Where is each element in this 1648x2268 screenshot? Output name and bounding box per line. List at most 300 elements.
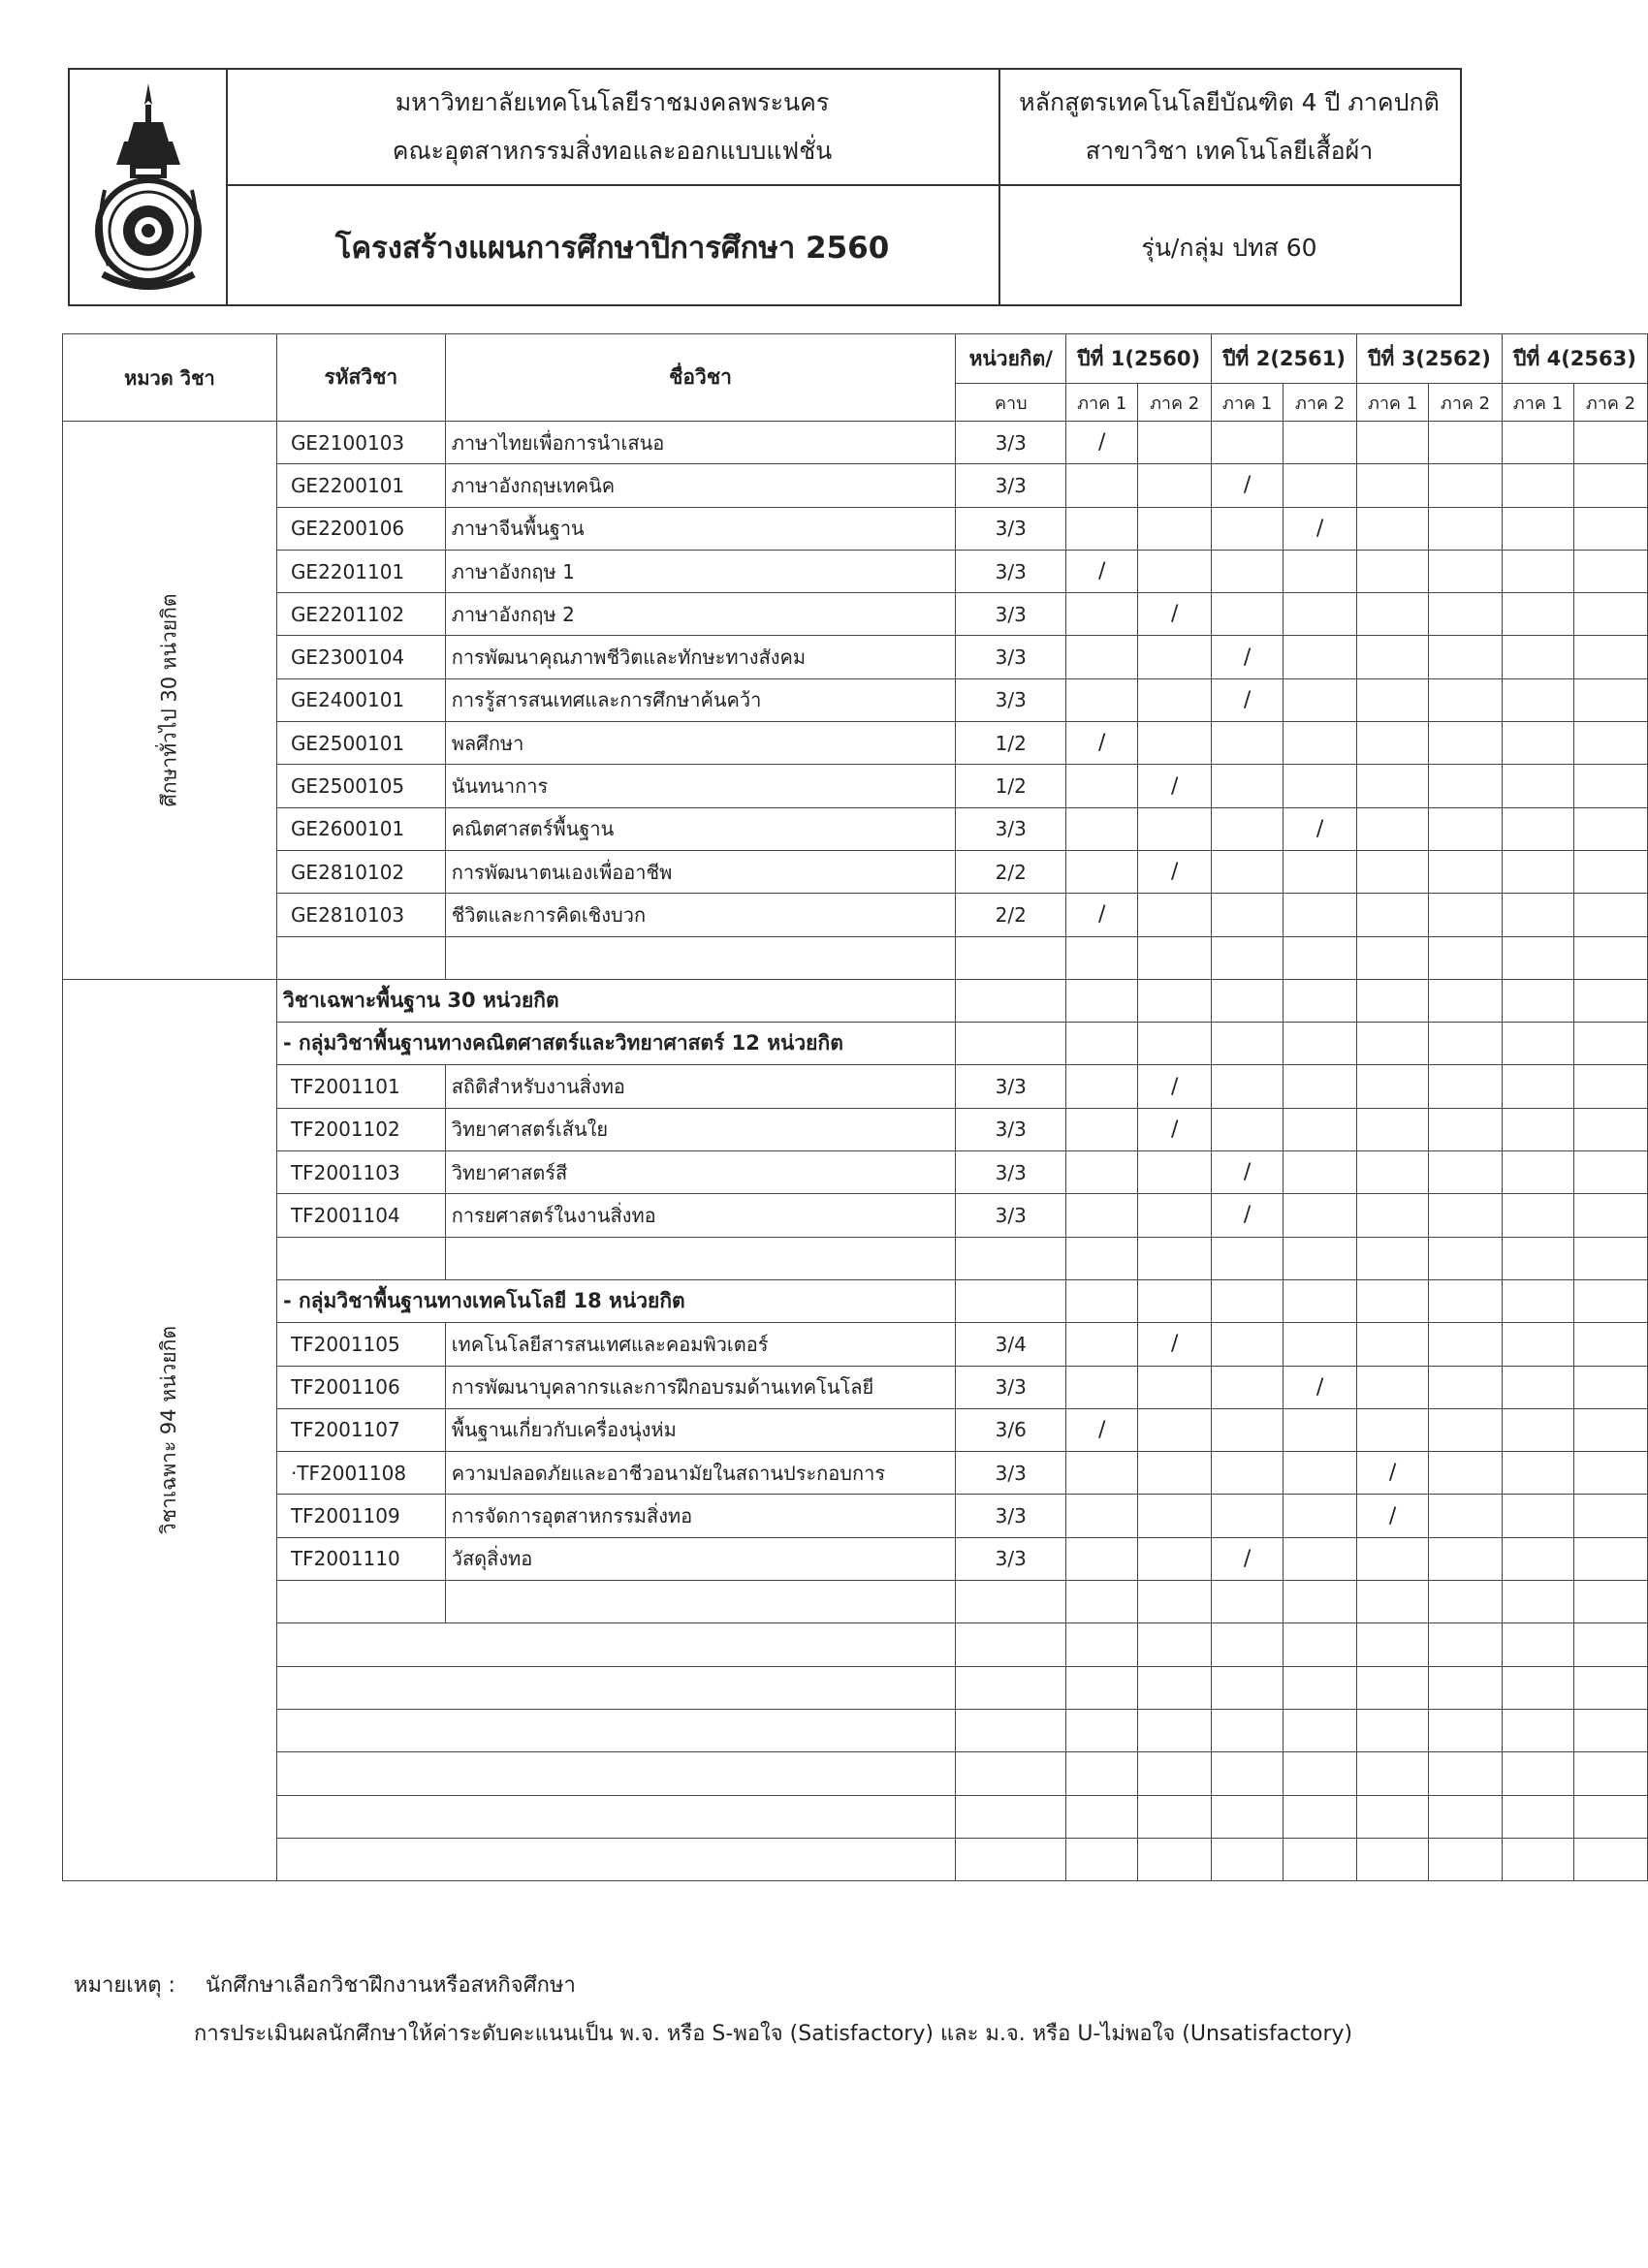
term-mark xyxy=(1502,550,1573,592)
term-mark xyxy=(1573,1452,1647,1495)
empty-cell xyxy=(276,1838,955,1880)
empty-cell xyxy=(1429,1279,1503,1322)
group2-heading xyxy=(63,1279,1648,1322)
category-general-label: ศึกษาทั่วไป 30 หน่วยกิต xyxy=(157,593,181,807)
term-mark xyxy=(1429,1194,1503,1237)
group1-heading-text: - กลุ่มวิชาพื้นฐานทางคณิตศาสตร์และวิทยาศาสตร์ 12 หน่วยกิต xyxy=(276,1023,955,1065)
term-mark xyxy=(1502,894,1573,936)
term-mark: / xyxy=(1357,1495,1429,1537)
term-mark xyxy=(1138,722,1212,765)
course-name: นันทนาการ xyxy=(445,765,956,807)
empty-cell xyxy=(1573,1581,1647,1623)
term-header: ภาค 1 xyxy=(1212,384,1284,422)
term-mark xyxy=(1357,1108,1429,1150)
year-1-header: ปีที่ 1(2560) xyxy=(1066,334,1212,384)
term-mark xyxy=(1066,765,1138,807)
term-mark xyxy=(1573,807,1647,850)
course-name: ชีวิตและการคิดเชิงบวก xyxy=(445,894,956,936)
course-code: GE2200106 xyxy=(276,507,445,550)
term-mark xyxy=(1429,550,1503,592)
term-mark xyxy=(1284,850,1357,893)
course-name: เทคโนโลยีสารสนเทศและคอมพิวเตอร์ xyxy=(445,1323,956,1366)
term-mark xyxy=(1502,1108,1573,1150)
category-specific-label: วิชาเฉพาะ 94 หน่วยกิต xyxy=(157,1325,181,1534)
term-mark xyxy=(1573,1366,1647,1408)
empty-cell xyxy=(276,1666,955,1709)
term-mark xyxy=(1357,550,1429,592)
term-mark xyxy=(1066,1108,1138,1150)
empty-cell xyxy=(1357,1581,1429,1623)
empty-cell xyxy=(1066,1623,1138,1666)
term-mark xyxy=(1573,1495,1647,1537)
empty-cell xyxy=(1284,1581,1357,1623)
note-label: หมายเหตุ : xyxy=(74,1973,175,1998)
term-mark xyxy=(1502,593,1573,636)
course-credits: 3/3 xyxy=(956,1537,1066,1580)
term-mark: / xyxy=(1066,550,1138,592)
empty-cell xyxy=(1138,979,1212,1022)
term-mark xyxy=(1212,1108,1284,1150)
course-row xyxy=(63,1194,1648,1237)
course-credits: 3/3 xyxy=(956,464,1066,507)
term-mark xyxy=(1066,1323,1138,1366)
empty-cell xyxy=(1284,979,1357,1022)
empty-cell xyxy=(276,936,445,979)
blank-row xyxy=(63,1623,1648,1666)
term-mark xyxy=(1429,1108,1503,1150)
term-mark xyxy=(1429,593,1503,636)
empty-cell xyxy=(1573,1237,1647,1279)
term-mark xyxy=(1284,636,1357,678)
term-mark: / xyxy=(1212,464,1284,507)
group-name: รุ่น/กลุ่ม ปทส 60 xyxy=(1141,234,1317,262)
term-mark xyxy=(1284,722,1357,765)
term-mark xyxy=(1573,464,1647,507)
term-mark xyxy=(1066,807,1138,850)
empty-cell xyxy=(1212,1623,1284,1666)
course-code: GE2500101 xyxy=(276,722,445,765)
term-mark xyxy=(1138,1194,1212,1237)
course-code: GE2500105 xyxy=(276,765,445,807)
term-mark xyxy=(1573,507,1647,550)
term-mark: / xyxy=(1138,1323,1212,1366)
empty-cell xyxy=(1357,979,1429,1022)
term-mark: / xyxy=(1284,807,1357,850)
term-mark xyxy=(1284,678,1357,721)
blank-row xyxy=(63,1838,1648,1880)
credits-header: หน่วยกิต/ xyxy=(956,334,1066,384)
category-header: หมวด วิชา xyxy=(63,334,277,422)
term-mark xyxy=(1429,1537,1503,1580)
empty-cell xyxy=(1573,1279,1647,1322)
term-mark: / xyxy=(1212,1194,1284,1237)
empty-cell xyxy=(1502,1623,1573,1666)
course-row xyxy=(63,422,1648,464)
term-header: ภาค 1 xyxy=(1357,384,1429,422)
term-mark xyxy=(1573,1323,1647,1366)
term-mark xyxy=(1502,422,1573,464)
term-mark xyxy=(1429,636,1503,678)
code-header: รหัสวิชา xyxy=(276,334,445,422)
course-credits: 3/3 xyxy=(956,1108,1066,1150)
course-credits: 3/3 xyxy=(956,678,1066,721)
university-logo xyxy=(78,76,219,295)
course-name: สถิติสำหรับงานสิ่งทอ xyxy=(445,1065,956,1108)
empty-cell xyxy=(956,979,1066,1022)
empty-cell xyxy=(1357,1666,1429,1709)
term-mark xyxy=(1066,1495,1138,1537)
term-mark xyxy=(1357,464,1429,507)
year-4-header: ปีที่ 4(2563) xyxy=(1502,334,1647,384)
course-code: GE2100103 xyxy=(276,422,445,464)
empty-cell xyxy=(1357,1023,1429,1065)
empty-cell xyxy=(1573,1666,1647,1709)
course-credits: 3/3 xyxy=(956,1151,1066,1194)
empty-cell xyxy=(1138,1623,1212,1666)
term-mark xyxy=(1573,678,1647,721)
blank-row xyxy=(63,1666,1648,1709)
term-mark xyxy=(1212,894,1284,936)
empty-cell xyxy=(1429,1237,1503,1279)
course-row xyxy=(63,464,1648,507)
course-row xyxy=(63,1452,1648,1495)
empty-cell xyxy=(1357,936,1429,979)
term-mark xyxy=(1212,722,1284,765)
term-mark xyxy=(1357,894,1429,936)
course-row xyxy=(63,1108,1648,1150)
empty-cell xyxy=(956,1581,1066,1623)
term-mark xyxy=(1573,1194,1647,1237)
term-mark xyxy=(1502,1495,1573,1537)
course-credits: 3/3 xyxy=(956,593,1066,636)
note-line-1: นักศึกษาเลือกวิชาฝึกงานหรือสหกิจศึกษา xyxy=(206,1973,576,1998)
course-credits: 3/3 xyxy=(956,807,1066,850)
course-credits: 3/3 xyxy=(956,422,1066,464)
course-row xyxy=(63,765,1648,807)
term-mark xyxy=(1066,1452,1138,1495)
empty-cell xyxy=(1212,936,1284,979)
name-header: ชื่อวิชา xyxy=(445,334,956,422)
empty-cell xyxy=(1502,936,1573,979)
term-mark xyxy=(1429,422,1503,464)
term-mark xyxy=(1502,1452,1573,1495)
term-mark: / xyxy=(1138,593,1212,636)
course-code: TF2001105 xyxy=(276,1323,445,1366)
term-mark: / xyxy=(1066,722,1138,765)
term-mark: / xyxy=(1138,765,1212,807)
course-code: GE2200101 xyxy=(276,464,445,507)
course-row xyxy=(63,1323,1648,1366)
course-row xyxy=(63,1495,1648,1537)
term-mark xyxy=(1573,550,1647,592)
course-name: ความปลอดภัยและอาชีวอนามัยในสถานประกอบการ xyxy=(445,1452,956,1495)
empty-cell xyxy=(1066,1581,1138,1623)
course-row xyxy=(63,850,1648,893)
empty-cell xyxy=(1357,1279,1429,1322)
term-mark xyxy=(1138,1366,1212,1408)
term-mark xyxy=(1429,464,1503,507)
term-mark xyxy=(1284,1452,1357,1495)
empty-cell xyxy=(956,1838,1066,1880)
program-name: หลักสูตรเทคโนโลยีบัณฑิต 4 ปี ภาคปกติ xyxy=(1019,88,1440,116)
term-mark xyxy=(1212,850,1284,893)
group1-heading xyxy=(63,1023,1648,1065)
year-2-header: ปีที่ 2(2561) xyxy=(1212,334,1357,384)
empty-cell xyxy=(1284,1838,1357,1880)
empty-cell xyxy=(1138,1709,1212,1751)
empty-cell xyxy=(1284,1237,1357,1279)
course-name: วิทยาศาสตร์สี xyxy=(445,1151,956,1194)
empty-cell xyxy=(1573,1752,1647,1795)
empty-cell xyxy=(1573,1709,1647,1751)
empty-cell xyxy=(1138,1666,1212,1709)
empty-cell xyxy=(1066,1838,1138,1880)
empty-cell xyxy=(276,1752,955,1795)
empty-cell xyxy=(1502,1709,1573,1751)
empty-cell xyxy=(956,1752,1066,1795)
term-mark xyxy=(1573,1108,1647,1150)
empty-cell xyxy=(1502,1666,1573,1709)
course-code: TF2001109 xyxy=(276,1495,445,1537)
empty-cell xyxy=(276,1237,445,1279)
empty-cell xyxy=(1138,1752,1212,1795)
term-mark xyxy=(1502,507,1573,550)
term-mark xyxy=(1357,1366,1429,1408)
empty-cell xyxy=(956,1795,1066,1838)
term-mark xyxy=(1212,550,1284,592)
term-mark xyxy=(1284,1065,1357,1108)
empty-cell xyxy=(1212,1752,1284,1795)
term-mark xyxy=(1573,422,1647,464)
empty-cell xyxy=(1138,1795,1212,1838)
term-mark xyxy=(1212,1495,1284,1537)
term-mark xyxy=(1502,1408,1573,1451)
term-mark xyxy=(1066,593,1138,636)
empty-cell xyxy=(1429,1581,1503,1623)
term-mark xyxy=(1573,1537,1647,1580)
empty-cell xyxy=(1138,1279,1212,1322)
course-name: ภาษาอังกฤษ 2 xyxy=(445,593,956,636)
course-credits: 3/3 xyxy=(956,1495,1066,1537)
empty-cell xyxy=(1429,979,1503,1022)
course-name: การพัฒนาตนเองเพื่ออาชีพ xyxy=(445,850,956,893)
term-mark xyxy=(1502,1537,1573,1580)
empty-cell xyxy=(1212,1709,1284,1751)
term-mark xyxy=(1502,1366,1573,1408)
course-credits: 2/2 xyxy=(956,894,1066,936)
empty-cell xyxy=(1502,1023,1573,1065)
term-mark xyxy=(1357,1065,1429,1108)
course-row xyxy=(63,507,1648,550)
university-name: มหาวิทยาลัยเทคโนโลยีราชมงคลพระนคร xyxy=(395,88,830,116)
empty-cell xyxy=(1502,1795,1573,1838)
empty-cell xyxy=(1429,1838,1503,1880)
empty-cell xyxy=(1357,1709,1429,1751)
term-mark xyxy=(1357,1194,1429,1237)
empty-cell xyxy=(1138,1023,1212,1065)
term-mark xyxy=(1066,464,1138,507)
term-mark: / xyxy=(1212,1537,1284,1580)
empty-cell xyxy=(1212,1237,1284,1279)
term-mark xyxy=(1284,593,1357,636)
term-mark xyxy=(1284,1537,1357,1580)
course-name: ภาษาจีนพื้นฐาน xyxy=(445,507,956,550)
major-name: สาขาวิชา เทคโนโลยีเสื้อผ้า xyxy=(1085,137,1374,165)
empty-cell xyxy=(1138,1581,1212,1623)
category-general xyxy=(63,422,277,980)
term-mark xyxy=(1429,1323,1503,1366)
term-mark xyxy=(1138,422,1212,464)
term-mark: / xyxy=(1212,678,1284,721)
term-mark xyxy=(1357,1537,1429,1580)
term-mark xyxy=(1066,1065,1138,1108)
empty-cell xyxy=(1429,1666,1503,1709)
empty-cell xyxy=(276,1795,955,1838)
empty-cell xyxy=(1502,1237,1573,1279)
blank-row xyxy=(63,1581,1648,1623)
course-row xyxy=(63,678,1648,721)
empty-cell xyxy=(1573,979,1647,1022)
empty-cell xyxy=(1066,1023,1138,1065)
empty-cell xyxy=(445,936,956,979)
term-mark xyxy=(1212,507,1284,550)
course-code: TF2001101 xyxy=(276,1065,445,1108)
specific-heading-text: วิชาเฉพาะพื้นฐาน 30 หน่วยกิต xyxy=(276,979,955,1022)
term-mark xyxy=(1357,1151,1429,1194)
term-mark xyxy=(1429,722,1503,765)
term-mark xyxy=(1212,422,1284,464)
term-mark xyxy=(1138,636,1212,678)
course-row xyxy=(63,1408,1648,1451)
course-name: การยศาสตร์ในงานสิ่งทอ xyxy=(445,1194,956,1237)
term-mark xyxy=(1429,507,1503,550)
course-credits: 3/3 xyxy=(956,550,1066,592)
course-code: GE2600101 xyxy=(276,807,445,850)
course-name: ภาษาอังกฤษเทคนิค xyxy=(445,464,956,507)
empty-cell xyxy=(1502,1581,1573,1623)
course-credits: 3/6 xyxy=(956,1408,1066,1451)
term-mark xyxy=(1429,894,1503,936)
term-mark xyxy=(1284,1323,1357,1366)
term-mark xyxy=(1502,1065,1573,1108)
course-credits: 3/3 xyxy=(956,507,1066,550)
term-mark xyxy=(1284,765,1357,807)
term-mark xyxy=(1502,636,1573,678)
empty-cell xyxy=(1284,1279,1357,1322)
empty-cell xyxy=(956,936,1066,979)
note-line-2: การประเมินผลนักศึกษาให้ค่าระดับคะแนนเป็น พ.จ. หรือ S-พอใจ (Satisfactory) และ ม.จ. หรือ U-ไม่พอใจ (Unsatisfactory) xyxy=(194,2022,1353,2046)
course-name: การพัฒนาคุณภาพชีวิตและทักษะทางสังคม xyxy=(445,636,956,678)
term-mark xyxy=(1429,1366,1503,1408)
course-row xyxy=(63,636,1648,678)
empty-cell xyxy=(956,1623,1066,1666)
term-mark xyxy=(1502,850,1573,893)
course-name: คณิตศาสตร์พื้นฐาน xyxy=(445,807,956,850)
term-mark: / xyxy=(1138,1065,1212,1108)
course-credits: 3/3 xyxy=(956,1065,1066,1108)
term-mark xyxy=(1502,678,1573,721)
course-code: TF2001107 xyxy=(276,1408,445,1451)
term-mark: / xyxy=(1212,636,1284,678)
empty-cell xyxy=(1066,1666,1138,1709)
term-mark xyxy=(1429,678,1503,721)
term-mark xyxy=(1573,1151,1647,1194)
term-mark: / xyxy=(1066,1408,1138,1451)
term-mark xyxy=(1573,593,1647,636)
term-mark xyxy=(1573,850,1647,893)
empty-cell xyxy=(1284,1709,1357,1751)
empty-cell xyxy=(1573,1623,1647,1666)
term-mark xyxy=(1357,1323,1429,1366)
course-row xyxy=(63,1366,1648,1408)
term-mark xyxy=(1429,1408,1503,1451)
term-mark xyxy=(1429,1065,1503,1108)
term-mark xyxy=(1357,636,1429,678)
empty-cell xyxy=(1502,1838,1573,1880)
empty-cell xyxy=(1212,1838,1284,1880)
term-mark xyxy=(1357,422,1429,464)
term-mark xyxy=(1502,1194,1573,1237)
empty-cell xyxy=(1573,1023,1647,1065)
course-name: วิทยาศาสตร์เส้นใย xyxy=(445,1108,956,1150)
course-credits: 2/2 xyxy=(956,850,1066,893)
course-code: GE2201102 xyxy=(276,593,445,636)
course-code: GE2810102 xyxy=(276,850,445,893)
course-row xyxy=(63,807,1648,850)
empty-cell xyxy=(1138,1237,1212,1279)
course-code: GE2400101 xyxy=(276,678,445,721)
term-mark xyxy=(1357,722,1429,765)
term-mark xyxy=(1357,678,1429,721)
empty-cell xyxy=(1066,1709,1138,1751)
empty-cell xyxy=(445,1237,956,1279)
term-mark xyxy=(1357,593,1429,636)
empty-cell xyxy=(1284,1795,1357,1838)
course-credits: 3/3 xyxy=(956,1452,1066,1495)
course-credits: 3/4 xyxy=(956,1323,1066,1366)
credits-header-sub: คาบ xyxy=(956,384,1066,422)
course-credits: 1/2 xyxy=(956,765,1066,807)
empty-cell xyxy=(1357,1838,1429,1880)
term-mark xyxy=(1429,1495,1503,1537)
empty-cell xyxy=(1284,936,1357,979)
term-mark xyxy=(1066,1537,1138,1580)
term-mark xyxy=(1284,1495,1357,1537)
term-mark xyxy=(1502,1323,1573,1366)
term-mark xyxy=(1066,678,1138,721)
term-mark: / xyxy=(1284,507,1357,550)
course-code: TF2001104 xyxy=(276,1194,445,1237)
course-row xyxy=(63,722,1648,765)
term-mark xyxy=(1357,850,1429,893)
term-mark: / xyxy=(1138,1108,1212,1150)
term-mark xyxy=(1429,1452,1503,1495)
course-row xyxy=(63,1537,1648,1580)
term-mark xyxy=(1138,550,1212,592)
course-name: ภาษาไทยเพื่อการนำเสนอ xyxy=(445,422,956,464)
course-code: TF2001102 xyxy=(276,1108,445,1150)
empty-cell xyxy=(1212,1795,1284,1838)
empty-cell xyxy=(956,1279,1066,1322)
empty-cell xyxy=(1212,1666,1284,1709)
term-mark xyxy=(1357,765,1429,807)
faculty-name: คณะอุตสาหกรรมสิ่งทอและออกแบบแฟชั่น xyxy=(392,137,833,165)
term-mark xyxy=(1138,1495,1212,1537)
course-name: วัสดุสิ่งทอ xyxy=(445,1537,956,1580)
empty-cell xyxy=(276,1709,955,1751)
term-mark xyxy=(1357,807,1429,850)
term-mark: / xyxy=(1212,1151,1284,1194)
